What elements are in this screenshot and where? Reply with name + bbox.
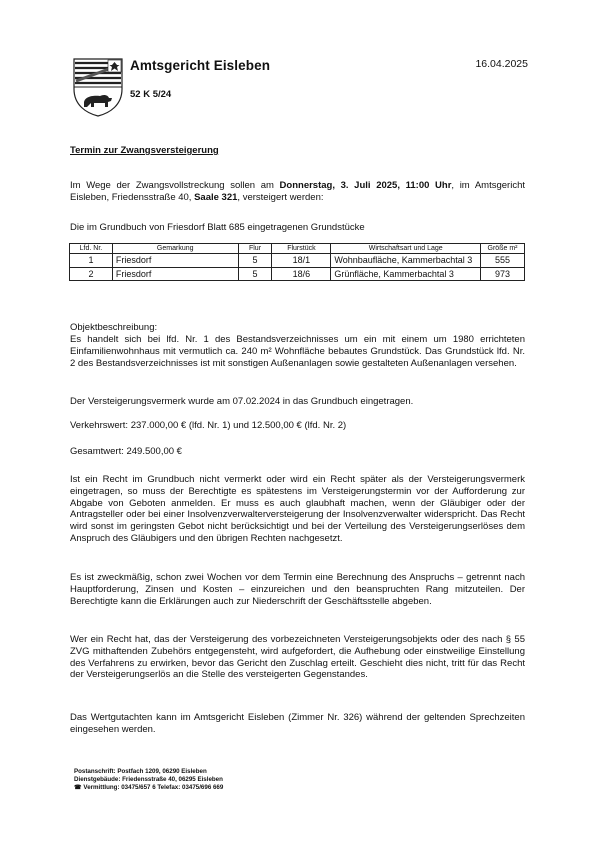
verkehrswert-line: Verkehrswert: 237.000,00 € (lfd. Nr. 1) und 12.500,00 € (lfd. Nr. 2) (70, 420, 347, 431)
footer-vermittlung: ☎ Vermittlung: 03475/657 6 Telefax: 03475/696 669 (74, 784, 224, 791)
vermerk-line: Der Versteigerungsvermerk wurde am 07.02.2024 in das Grundbuch eingetragen. (70, 396, 414, 407)
col-flurstueck: Flurstück (272, 244, 331, 254)
objekt-label: Objektbeschreibung: (70, 322, 158, 333)
col-gemarkung: Gemarkung (112, 244, 238, 254)
case-number: 52 K 5/24 (130, 89, 172, 100)
auction-room: Saale 321 (194, 191, 238, 203)
grundbuch-line: Die im Grundbuch von Friesdorf Blatt 685 eingetragenen Grundstücke (70, 222, 365, 233)
intro-paragraph: Im Wege der Zwangsvollstreckung sollen am Donnerstag, 3. Juli 2025, 11:00 Uhr, im Amtsgericht Eisleben, Friedensstraße 40, Saale 321, versteigert werden: (70, 180, 525, 203)
paragraph-zweckmaessig: Es ist zweckmäßig, schon zwei Wochen vor dem Termin eine Berechnung des Anspruchs – getrennt nach Hauptforderung, Zinsen und Kosten – einzureichen und den beanspruchten Rang mitzuteilen. Der Berechtigte kann die Erklärungen auch zur Niederschrift der Geschäftsstelle abgeben. (70, 572, 525, 607)
table-row: 2 Friesdorf 5 18/6 Grünfläche, Kammerbachtal 3 973 (70, 267, 525, 281)
property-table (69, 243, 525, 281)
paragraph-widerspruch: Wer ein Recht hat, das der Versteigerung des vorbezeichneten Versteigerungsobjekts oder des nach § 55 ZVG mithaftenden Zubehörs entgegensteht, wird aufgefordert, die Aufhebung oder einstweilige Einstellung des Verfahrens zu erwirken, bevor das Gericht den Zuschlag erteilt. Geschieht dies nicht, tritt für das Recht der Versteigerungserlös an die Stelle des versteigerten Gegenstandes. (70, 634, 525, 681)
document-title: Termin zur Zwangsversteigerung (70, 145, 219, 156)
table-row: 1 Friesdorf 5 18/1 Wohnbaufläche, Kammerbachtal 3 555 (70, 254, 525, 268)
gesamtwert-line: Gesamtwert: 249.500,00 € (70, 446, 182, 457)
footer-dienstgebaeude: Dienstgebäude: Friedensstraße 40, 06295 Eisleben (74, 776, 223, 783)
objekt-text: Es handelt sich bei lfd. Nr. 1 des Bestandsverzeichnisses um ein mit einem um 1980 errichteten Einfamilienwohnhaus mit vermutlich ca. 240 m² Wohnfläche bebautes Grundstück. Das Grundstück lfd. Nr. 2 des Bestandsverzeichnisses ist mit sonstigen Außenanlagen sowie gestalteten Außenanlagen versehen. (70, 334, 525, 369)
document-date: 16.04.2025 (475, 58, 528, 70)
court-name: Amtsgericht Eisleben (130, 58, 271, 73)
footer-postanschrift: Postanschrift: Postfach 1209, 06290 Eisleben (74, 768, 207, 775)
col-wirtschaftsart: Wirtschaftsart und Lage (331, 244, 481, 254)
col-groesse: Größe m² (481, 244, 525, 254)
col-lfd-nr: Lfd. Nr. (70, 244, 113, 254)
paragraph-recht: Ist ein Recht im Grundbuch nicht vermerkt oder wird ein Recht später als der Versteigerungsvermerk eingetragen, so muss der Berechtigte es spätestens im Versteigerungstermin vor der Aufforderung zur Abgabe von Geboten anmelden. Er muss es auch glaubhaft machen, wenn der Gläubiger oder der Antragsteller oder bei einer Insolvenzverwalterversteigerung der Insolvenzverwalter widerspricht. Das Recht wird sonst im geringsten Gebot nicht berücksichtigt und bei der Verteilung des Versteigerungserlöses dem Anspruch des Gläubigers und den übrigen Rechten nachgesetzt. (70, 474, 525, 544)
auction-datetime: Donnerstag, 3. Juli 2025, 11:00 Uhr (279, 180, 452, 191)
table-header-row (70, 244, 525, 254)
coat-of-arms-icon (72, 57, 124, 117)
col-flur: Flur (238, 244, 272, 254)
paragraph-gutachten: Das Wertgutachten kann im Amtsgericht Eisleben (Zimmer Nr. 326) während der geltenden Sprechzeiten eingesehen werden. (70, 712, 525, 735)
